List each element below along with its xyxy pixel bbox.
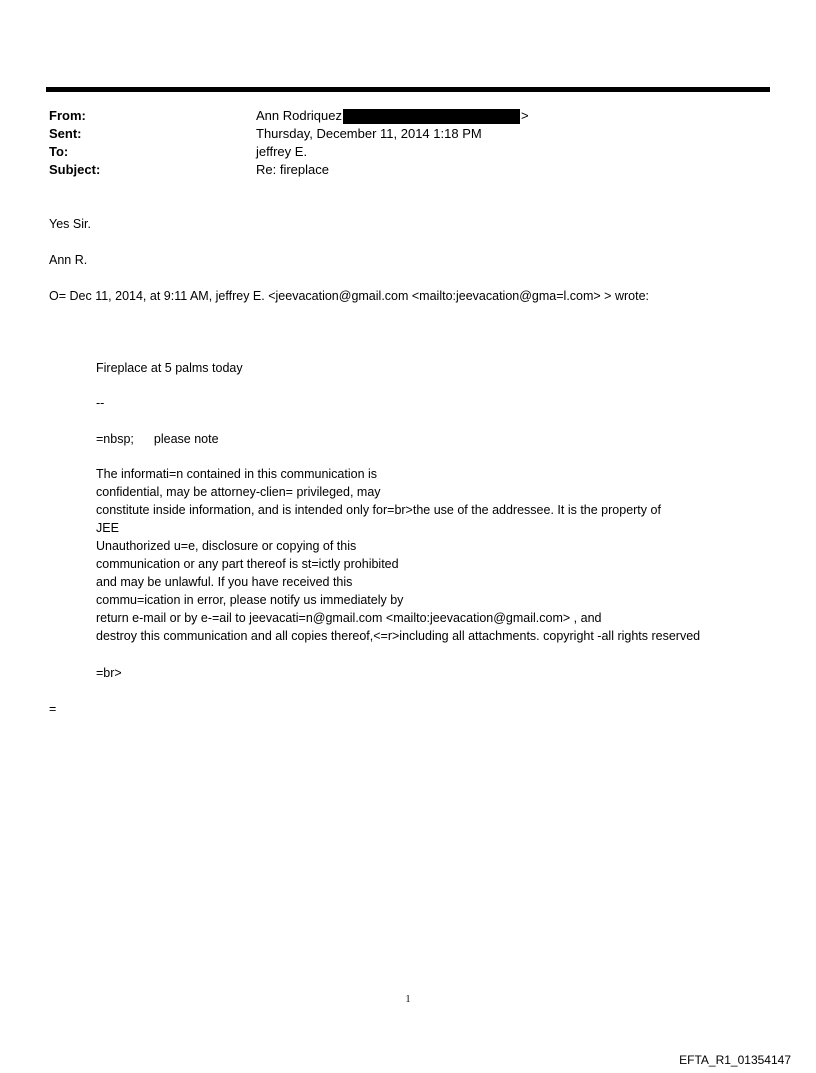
disclaimer-line: communication or any part thereof is st=ictly prohibited	[96, 557, 399, 571]
subject-value: Re: fireplace	[256, 162, 329, 177]
please-note-text: please note	[153, 432, 219, 446]
disclaimer-line: commu=ication in error, please notify us immediately by	[96, 593, 404, 607]
disclaimer-line: JEE	[96, 521, 119, 535]
disclaimer-line: return e-mail or by e-=ail to jeevacati=n@gmail.com <mailto:jeevacation@gmail.com> , and	[96, 611, 602, 625]
sent-value: Thursday, December 11, 2014 1:18 PM	[256, 126, 482, 141]
reply-signature: Ann R.	[49, 253, 88, 267]
disclaimer-line: The informati=n contained in this communication is	[96, 467, 378, 481]
subject-row	[49, 161, 749, 179]
disclaimer-line: and may be unlawful. If you have received this	[96, 575, 353, 589]
disclaimer-line: constitute inside information, and is intended only for=br>the use of the addressee. It is the property of	[96, 503, 661, 517]
from-value	[256, 107, 529, 125]
quote-intro: O= Dec 11, 2014, at 9:11 AM, jeffrey E. <jeevacation@gmail.com <mailto:jeevacation@gma=l.com> > wrote:	[49, 289, 649, 303]
sender-name: Ann Rodriquez	[256, 108, 342, 123]
disclaimer-line: destroy this communication and all copies thereof,<=r>including all attachments. copyright -all rights reserved	[96, 629, 701, 643]
email-header	[49, 107, 749, 179]
to-value: jeffrey E.	[256, 144, 308, 159]
to-row	[49, 143, 749, 161]
subject-label: Subject:	[49, 162, 101, 177]
sent-label: Sent:	[49, 126, 82, 141]
page-number: 1	[405, 994, 411, 1005]
from-label: From:	[49, 108, 86, 123]
end-marker: =	[49, 702, 57, 716]
nbsp-artifact: =nbsp;	[96, 432, 134, 446]
header-rule	[46, 87, 770, 92]
to-label: To:	[49, 144, 69, 159]
disclaimer-line: confidential, may be attorney-clien= privileged, may	[96, 485, 381, 499]
sender-suffix: >	[521, 108, 529, 123]
quoted-trailer: =br>	[96, 666, 122, 680]
sent-row	[49, 125, 749, 143]
reply-line-1: Yes Sir.	[49, 217, 91, 231]
from-row	[49, 107, 749, 125]
quoted-message: Fireplace at 5 palms today	[96, 361, 243, 375]
document-id: EFTA_R1_01354147	[679, 1053, 791, 1067]
please-note-line	[96, 430, 219, 448]
disclaimer-line: Unauthorized u=e, disclosure or copying of this	[96, 539, 357, 553]
signature-separator: --	[96, 396, 105, 410]
confidentiality-disclaimer	[96, 465, 700, 645]
redaction-bar	[343, 109, 520, 124]
